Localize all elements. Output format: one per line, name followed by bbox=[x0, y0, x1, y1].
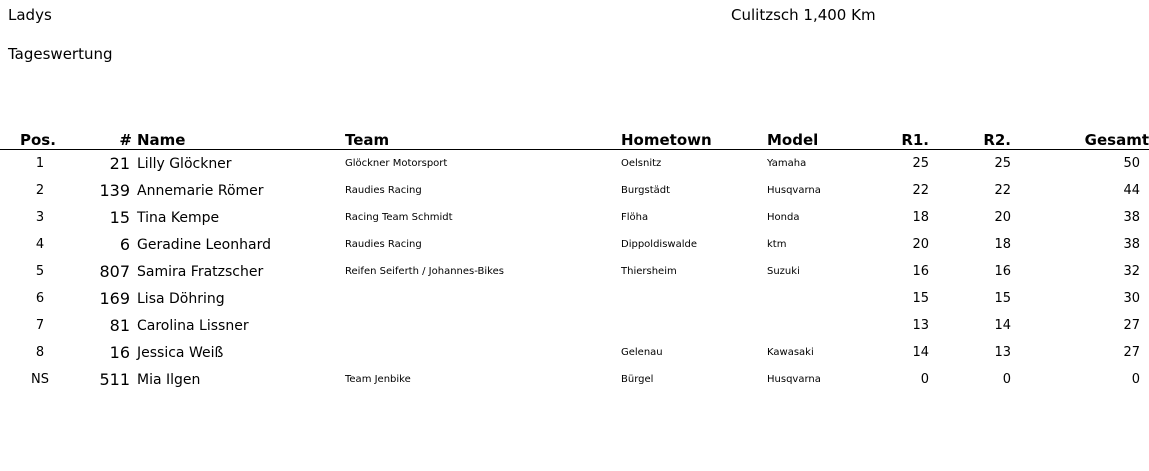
cell-hometown: Dippoldiswalde bbox=[621, 239, 697, 250]
page-subtitle: Tageswertung bbox=[8, 45, 113, 63]
cell-number: 511 bbox=[99, 370, 130, 389]
cell-r2: 14 bbox=[994, 318, 1011, 333]
table-row bbox=[0, 204, 1149, 231]
cell-pos: 6 bbox=[35, 291, 45, 306]
col-header-model: Model bbox=[767, 131, 863, 150]
col-header-team: Team bbox=[345, 131, 621, 150]
cell-pos: NS bbox=[31, 372, 49, 387]
cell-name: Carolina Lissner bbox=[137, 317, 249, 334]
table-row bbox=[0, 177, 1149, 204]
cell-hometown: Burgstädt bbox=[621, 185, 671, 196]
cell-r1: 18 bbox=[912, 210, 929, 225]
cell-pos: 5 bbox=[35, 264, 45, 279]
table-row bbox=[0, 312, 1149, 339]
cell-number: 16 bbox=[109, 343, 130, 362]
cell-name: Mia Ilgen bbox=[137, 371, 201, 388]
cell-pos: 8 bbox=[35, 345, 45, 360]
cell-pos: 1 bbox=[35, 156, 45, 171]
cell-hometown: Bürgel bbox=[621, 374, 654, 385]
col-header-total: Gesamt bbox=[1011, 131, 1149, 150]
col-header-pos: Pos. bbox=[0, 131, 80, 150]
cell-team bbox=[345, 339, 621, 366]
table-row bbox=[0, 258, 1149, 285]
cell-number: 81 bbox=[109, 316, 130, 335]
table-row bbox=[0, 150, 1149, 178]
cell-total: 0 bbox=[1131, 372, 1140, 387]
col-header-hometown: Hometown bbox=[621, 131, 767, 150]
cell-team: Glöckner Motorsport bbox=[345, 158, 448, 169]
cell-name: Annemarie Römer bbox=[137, 182, 264, 199]
cell-r2: 22 bbox=[994, 183, 1011, 198]
cell-pos: 3 bbox=[35, 210, 45, 225]
cell-model: Honda bbox=[767, 212, 800, 223]
col-header-r1: R1. bbox=[863, 131, 929, 150]
cell-team: Racing Team Schmidt bbox=[345, 212, 453, 223]
cell-name: Tina Kempe bbox=[137, 209, 220, 226]
cell-total: 27 bbox=[1123, 345, 1140, 360]
cell-team: Reifen Seiferth / Johannes-Bikes bbox=[345, 266, 504, 277]
cell-r1: 13 bbox=[912, 318, 929, 333]
cell-hometown: Oelsnitz bbox=[621, 158, 662, 169]
cell-name: Lisa Döhring bbox=[137, 290, 225, 307]
cell-hometown bbox=[621, 312, 767, 339]
table-row bbox=[0, 339, 1149, 366]
category-title: Ladys bbox=[8, 6, 52, 24]
cell-r1: 20 bbox=[912, 237, 929, 252]
table-row bbox=[0, 231, 1149, 258]
cell-hometown: Gelenau bbox=[621, 347, 663, 358]
cell-total: 32 bbox=[1123, 264, 1140, 279]
cell-hometown: Thiersheim bbox=[621, 266, 677, 277]
cell-pos: 2 bbox=[35, 183, 45, 198]
cell-r1: 22 bbox=[912, 183, 929, 198]
cell-number: 807 bbox=[99, 262, 130, 281]
cell-r2: 18 bbox=[994, 237, 1011, 252]
cell-total: 30 bbox=[1123, 291, 1140, 306]
cell-number: 15 bbox=[109, 208, 130, 227]
cell-pos: 4 bbox=[35, 237, 45, 252]
cell-r2: 16 bbox=[994, 264, 1011, 279]
cell-pos: 7 bbox=[35, 318, 45, 333]
cell-r2: 25 bbox=[994, 156, 1011, 171]
cell-number: 169 bbox=[99, 289, 130, 308]
cell-team: Team Jenbike bbox=[345, 374, 411, 385]
header-row bbox=[0, 131, 1149, 150]
table-row bbox=[0, 285, 1149, 312]
cell-team: Raudies Racing bbox=[345, 239, 422, 250]
cell-team bbox=[345, 285, 621, 312]
cell-number: 6 bbox=[119, 235, 130, 254]
col-header-number: # bbox=[80, 131, 137, 150]
cell-model bbox=[767, 312, 863, 339]
cell-total: 44 bbox=[1123, 183, 1140, 198]
cell-model: Husqvarna bbox=[767, 185, 821, 196]
cell-r1: 25 bbox=[912, 156, 929, 171]
cell-name: Samira Fratzscher bbox=[137, 263, 264, 280]
results-table bbox=[0, 131, 1149, 393]
cell-team bbox=[345, 312, 621, 339]
cell-total: 38 bbox=[1123, 237, 1140, 252]
cell-r2: 0 bbox=[1002, 372, 1011, 387]
cell-total: 50 bbox=[1123, 156, 1140, 171]
cell-total: 38 bbox=[1123, 210, 1140, 225]
col-header-name: Name bbox=[137, 131, 345, 150]
cell-model: Yamaha bbox=[767, 158, 807, 169]
cell-r1: 16 bbox=[912, 264, 929, 279]
cell-model: ktm bbox=[767, 239, 787, 250]
cell-number: 139 bbox=[99, 181, 130, 200]
cell-hometown: Flöha bbox=[621, 212, 649, 223]
track-info: Culitzsch 1,400 Km bbox=[731, 6, 876, 24]
cell-model bbox=[767, 285, 863, 312]
cell-model: Husqvarna bbox=[767, 374, 821, 385]
col-header-r2: R2. bbox=[929, 131, 1011, 150]
cell-r2: 15 bbox=[994, 291, 1011, 306]
cell-name: Jessica Weiß bbox=[137, 344, 224, 361]
table-row bbox=[0, 366, 1149, 393]
cell-hometown bbox=[621, 285, 767, 312]
cell-team: Raudies Racing bbox=[345, 185, 422, 196]
cell-r2: 13 bbox=[994, 345, 1011, 360]
cell-total: 27 bbox=[1123, 318, 1140, 333]
cell-r1: 14 bbox=[912, 345, 929, 360]
cell-number: 21 bbox=[109, 154, 130, 173]
cell-r2: 20 bbox=[994, 210, 1011, 225]
cell-r1: 0 bbox=[920, 372, 929, 387]
cell-model: Suzuki bbox=[767, 266, 800, 277]
cell-name: Geradine Leonhard bbox=[137, 236, 271, 253]
cell-model: Kawasaki bbox=[767, 347, 814, 358]
cell-r1: 15 bbox=[912, 291, 929, 306]
cell-name: Lilly Glöckner bbox=[137, 155, 232, 172]
